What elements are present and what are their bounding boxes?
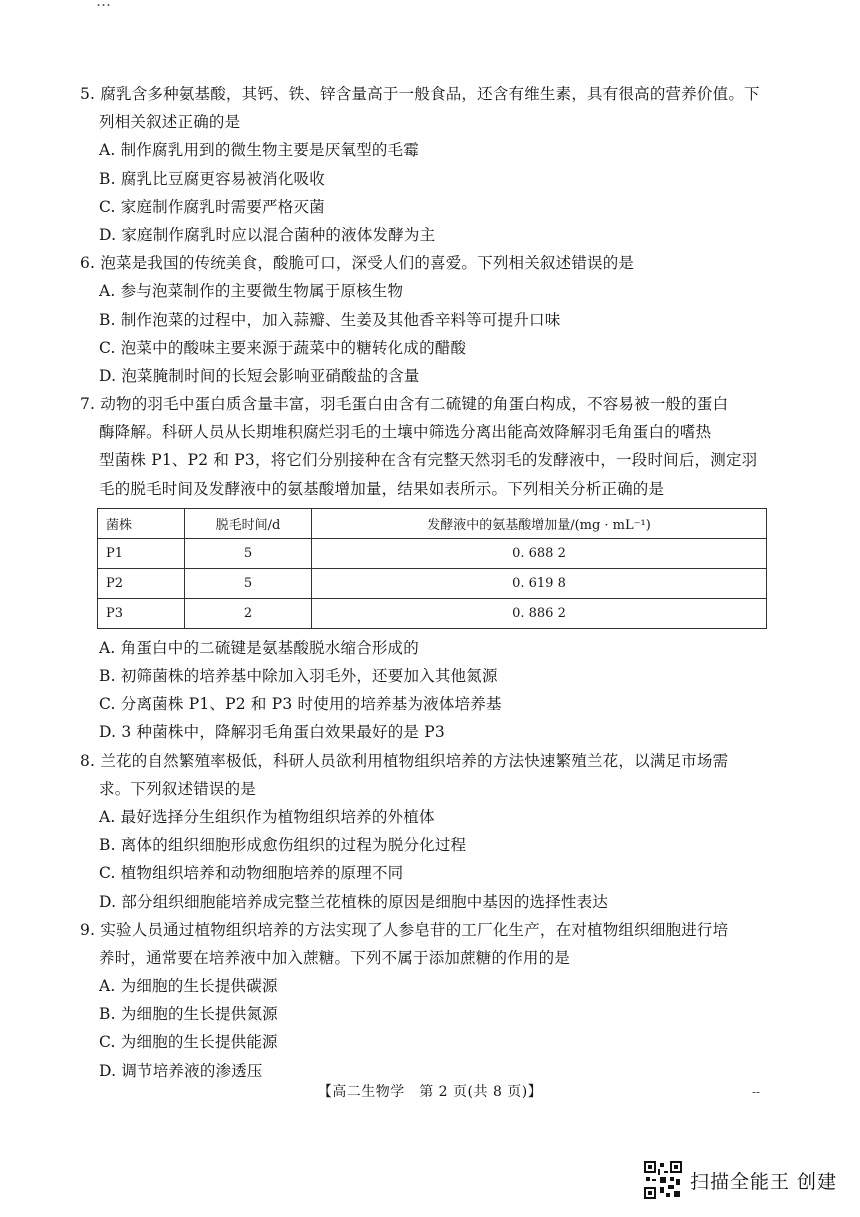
table-header-cell: 菌株: [98, 508, 185, 538]
answer-option-c: C. 为细胞的生长提供能源: [99, 1033, 278, 1052]
question-stem: 6. 泡菜是我国的传统美食，酸脆可口，深受人们的喜爱。下列相关叙述错误的是: [80, 254, 635, 273]
question-stem-continued: 型菌株 P1、P2 和 P3，将它们分别接种在含有完整天然羽毛的发酵液中，一段时间后，测定羽: [99, 451, 758, 470]
question-6: [80, 249, 770, 390]
answer-option-d: D. 泡菜腌制时间的长短会影响亚硝酸盐的含量: [99, 366, 420, 385]
question-stem: 9. 实验人员通过植物组织培养的方法实现了人参皂苷的工厂化生产，在对植物组织细胞进行培: [80, 920, 729, 939]
question-stem-continued: 毛的脱毛时间及发酵液中的氨基酸增加量，结果如表所示。下列相关分析正确的是: [99, 479, 665, 498]
answer-option-c: C. 分离菌株 P1、P2 和 P3 时使用的培养基为液体培养基: [99, 695, 502, 714]
page-footer: 【高二生物学 第 2 页(共 8 页)】: [317, 1084, 543, 1100]
table-row: [98, 568, 767, 598]
answer-option-b: B. 腐乳比豆腐更容易被消化吸收: [99, 169, 325, 188]
answer-option-a: A. 为细胞的生长提供碳源: [99, 977, 278, 996]
table-cell: 5: [185, 538, 312, 568]
table-row: [98, 538, 767, 568]
answer-option-c: C. 家庭制作腐乳时需要严格灭菌: [99, 197, 325, 216]
table-cell: P1: [98, 538, 185, 568]
footer-mark: --: [752, 1085, 761, 1099]
answer-option-a: A. 最好选择分生组织作为植物组织培养的外植体: [99, 807, 435, 826]
question-stem: 7. 动物的羽毛中蛋白质含量丰富，羽毛蛋白由含有二硫键的角蛋白构成，不容易被一般的蛋白: [80, 395, 729, 414]
question-7: [80, 390, 770, 747]
question-stem: 5. 腐乳含多种氨基酸，其钙、铁、锌含量高于一般食品，还含有维生素，具有很高的营养价值。下: [80, 85, 760, 103]
watermark-text: 扫描全能王 创建: [690, 1170, 838, 1193]
scanner-watermark: [644, 1160, 837, 1200]
answer-option-c: C. 泡菜中的酸味主要来源于蔬菜中的糖转化成的醋酸: [99, 338, 467, 357]
question-8: [80, 747, 770, 916]
question-5: [80, 80, 770, 249]
question-stem: 8. 兰花的自然繁殖率极低，科研人员欲利用植物组织培养的方法快速繁殖兰花，以满足市场需: [80, 751, 729, 770]
table-header-cell: 发酵液中的氨基酸增加量/(mg · mL⁻¹): [312, 508, 767, 538]
answer-option-d: D. 调节培养液的渗透压: [99, 1061, 263, 1080]
table-cell: 0. 886 2: [312, 598, 767, 628]
table-cell: P2: [98, 568, 185, 598]
answer-option-b: B. 为细胞的生长提供氮源: [99, 1005, 278, 1024]
question-stem-continued: 列相关叙述正确的是: [99, 113, 241, 132]
answer-option-b: B. 制作泡菜的过程中，加入蒜瓣、生姜及其他香辛料等可提升口味: [99, 310, 561, 329]
answer-option-d: D. 部分组织细胞能培养成完整兰花植株的原因是细胞中基因的选择性表达: [99, 892, 609, 911]
results-table: [97, 508, 767, 629]
table-cell: 0. 688 2: [312, 538, 767, 568]
answer-option-b: B. 初筛菌株的培养基中除加入羽毛外，还要加入其他氮源: [99, 667, 498, 685]
question-9: [80, 916, 770, 1085]
answer-option-d: D. 3 种菌株中，降解羽毛角蛋白效果最好的是 P3: [99, 723, 445, 742]
table-cell: 0. 619 8: [312, 568, 767, 598]
question-stem-continued: 求。下列叙述错误的是: [99, 779, 257, 798]
question-stem-continued: 养时，通常要在培养液中加入蔗糖。下列不属于添加蔗糖的作用的是: [99, 948, 571, 967]
answer-option-d: D. 家庭制作腐乳时应以混合菌种的液体发酵为主: [99, 225, 436, 244]
answer-option-b: B. 离体的组织细胞形成愈伤组织的过程为脱分化过程: [99, 836, 467, 855]
answer-option-a: A. 角蛋白中的二硫键是氨基酸脱水缩合形成的: [99, 638, 419, 657]
questions-container: [80, 80, 770, 1085]
answer-option-c: C. 植物组织培养和动物细胞培养的原理不同: [99, 864, 404, 883]
top-fragment-text: …: [96, 0, 111, 10]
table-header-row: [98, 508, 767, 538]
answer-option-a: A. 制作腐乳用到的微生物主要是厌氧型的毛霉: [99, 141, 419, 160]
table-row: [98, 598, 767, 628]
table-cell: 5: [185, 568, 312, 598]
table-cell: 2: [185, 598, 312, 628]
question-stem-continued: 酶降解。科研人员从长期堆积腐烂羽毛的土壤中筛选分离出能高效降解羽毛角蛋白的嗜热: [99, 423, 712, 442]
table-header-cell: 脱毛时间/d: [185, 508, 312, 538]
qr-code-icon: [644, 1161, 682, 1199]
table-cell: P3: [98, 598, 185, 628]
answer-option-a: A. 参与泡菜制作的主要微生物属于原核生物: [99, 282, 404, 301]
